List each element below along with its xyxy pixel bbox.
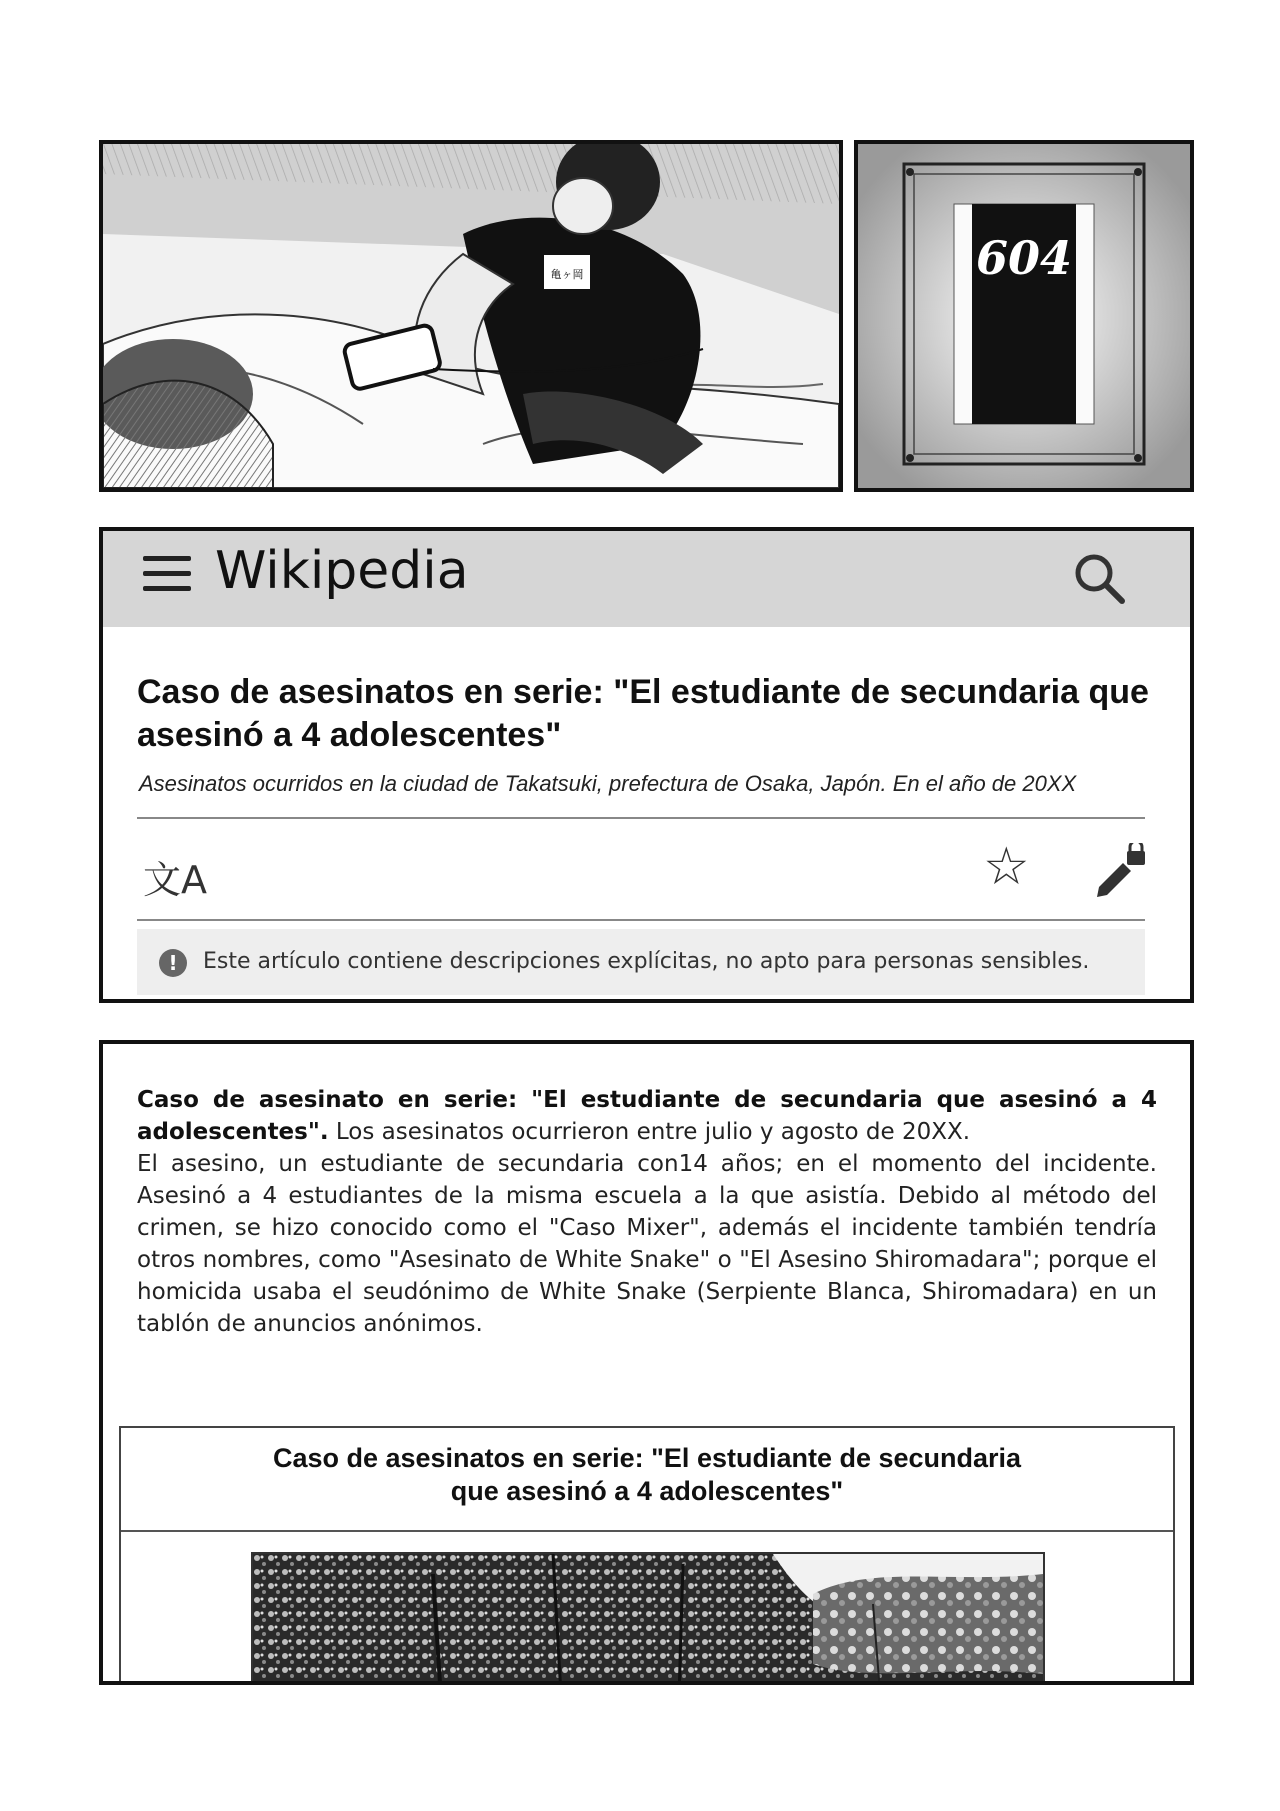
name-badge: 亀ヶ岡: [550, 268, 584, 281]
divider: [137, 919, 1145, 921]
star-icon[interactable]: ☆: [983, 837, 1030, 897]
room-number: 604: [975, 231, 1073, 285]
infobox-title-line1: Caso de asesinatos en serie: "El estudiante de secundaria: [272, 1443, 1022, 1473]
warning-text: Este artículo contiene descripciones explícitas, no apto para personas sensibles.: [203, 949, 1090, 974]
infobox-header: [121, 1428, 1173, 1532]
article-panel: [99, 1040, 1194, 1685]
exclamation-icon: !: [159, 949, 187, 977]
manga-panel-bed-scene: [99, 140, 843, 492]
wikipedia-panel: [99, 527, 1194, 1003]
article-body: [137, 1084, 1157, 1340]
infobox-title: [121, 1442, 1173, 1508]
article-lead-rest: Los asesinatos ocurrieron entre julio y agosto de 20XX.: [328, 1119, 971, 1145]
warning-notice: [137, 929, 1145, 995]
article-title: Caso de asesinatos en serie: "El estudiante de secundaria que asesinó a 4 adolescentes": [137, 673, 1149, 754]
translate-icon[interactable]: 文A: [143, 858, 207, 902]
edit-lock-icon[interactable]: [1093, 843, 1149, 899]
door-illustration: [858, 144, 1190, 488]
infobox-photo: [251, 1552, 1045, 1685]
article-subtitle: Asesinatos ocurridos en la ciudad de Takatsuki, prefectura de Osaka, Japón. En el año de 20XX: [139, 771, 1077, 796]
divider: [137, 817, 1145, 819]
forest-photo: [253, 1554, 1043, 1685]
article-paragraph: El asesino, un estudiante de secundaria con14 años; en el momento del incidente. Asesinó a 4 estudiantes de la misma escuela a la que asistía. Debido al método del crimen, se hizo conocido como el "Caso Mixer", además el incidente también tendría otros nombres, como "Asesinato de White Snake" o "El Asesino Shiromadara"; porque el homicida usaba el seudónimo de White Snake (Serpiente Blanca, Shiromadara) en un tablón de anuncios anónimos.: [137, 1151, 1157, 1337]
infobox: [119, 1426, 1175, 1685]
search-icon[interactable]: [1070, 549, 1130, 609]
wiki-logo[interactable]: Wikipedia: [215, 541, 469, 601]
bed-scene-illustration: [103, 144, 839, 488]
hamburger-icon[interactable]: [143, 556, 191, 596]
infobox-title-line2: que asesinó a 4 adolescentes": [450, 1476, 844, 1506]
article-lead-bold: Caso de asesinato en serie: "El estudiante de secundaria que asesinó a 4 adolescentes".: [137, 1087, 1157, 1145]
wiki-header: [103, 531, 1190, 627]
manga-panel-door: [854, 140, 1194, 492]
